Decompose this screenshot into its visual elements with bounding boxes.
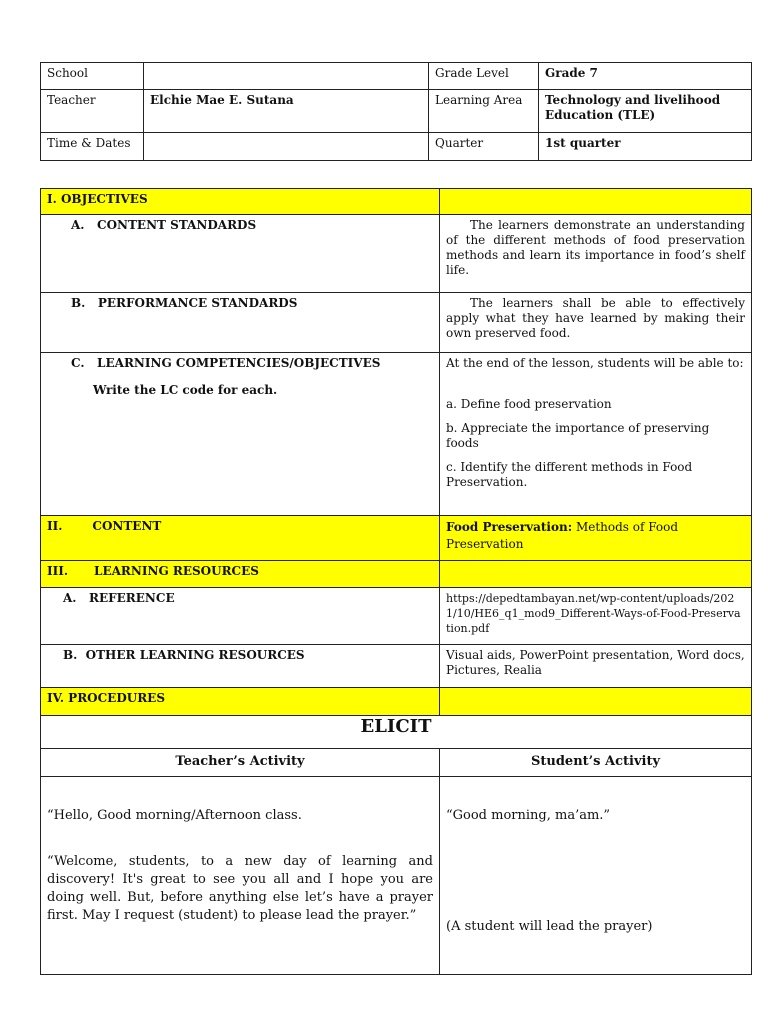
content-section: [41, 516, 440, 561]
grade-level-label: Grade Level: [429, 63, 539, 90]
teacher-value: Elchie Mae E. Sutana: [144, 90, 429, 133]
time-dates-value: [144, 133, 429, 161]
objectives-title-value: [440, 189, 752, 215]
content-standards-text: The learners demonstrate an understanding of the different methods of food preservation methods and learn its importance in food’s shelf life.: [440, 215, 752, 293]
procedures-title-value: [440, 688, 752, 716]
content-value-rest: Methods of Food Preservation: [446, 520, 679, 551]
resources-label: LEARNING RESOURCES: [94, 564, 259, 578]
competency-item: a. Define food preservation: [446, 397, 612, 411]
competency-item: c. Identify the different methods in Food Preservation.: [446, 460, 693, 489]
school-label: School: [41, 63, 144, 90]
content-number: II.: [47, 519, 63, 533]
competencies-label: C. LEARNING COMPETENCIES/OBJECTIVES: [71, 356, 381, 370]
student-activity-cell: [440, 777, 752, 975]
competencies-cell: [41, 353, 440, 516]
learning-area-value: Technology and livelihood Education (TLE): [539, 90, 752, 133]
teacher-greeting: “Hello, Good morning/Afternoon class.: [47, 808, 302, 823]
resources-section: [41, 561, 440, 588]
other-resources-value: Visual aids, PowerPoint presentation, Word docs, Pictures, Realia: [440, 645, 752, 688]
competencies-objectives: [440, 353, 752, 516]
teacher-label: Teacher: [41, 90, 144, 133]
content-label: CONTENT: [92, 519, 162, 533]
other-resources-label: B. OTHER LEARNING RESOURCES: [41, 645, 440, 688]
performance-standards-text: The learners shall be able to effectively apply what they have learned by making their own preserved food.: [440, 293, 752, 353]
reference-label: A. REFERENCE: [41, 588, 440, 645]
time-dates-label: Time & Dates: [41, 133, 144, 161]
teacher-activity-heading: Teacher’s Activity: [41, 749, 440, 777]
resources-section-value: [440, 561, 752, 588]
quarter-label: Quarter: [429, 133, 539, 161]
grade-level-value: Grade 7: [539, 63, 752, 90]
reference-value: https://depedtambayan.net/wp-content/uploads/2021/10/HE6_q1_mod9_Different-Ways-of-Food-Preservation.pdf: [440, 588, 752, 645]
performance-standards-label: B. PERFORMANCE STANDARDS: [41, 293, 440, 353]
content-value-bold: Food Preservation:: [446, 520, 573, 534]
teacher-welcome: “Welcome, students, to a new day of learning and discovery! It's great to see you all and I hope you are doing well. But, before anything else let’s have a prayer first. May I request (student) to please lead the prayer.”: [47, 854, 433, 923]
teacher-activity-cell: [41, 777, 440, 975]
student-greeting: “Good morning, ma’am.”: [446, 808, 611, 823]
procedures-title: IV. PROCEDURES: [41, 688, 440, 716]
competencies-note: Write the LC code for each.: [93, 383, 278, 397]
content-standards-label: A. CONTENT STANDARDS: [41, 215, 440, 293]
quarter-value: 1st quarter: [539, 133, 752, 161]
content-value: [440, 516, 752, 561]
header-table: [40, 62, 752, 161]
competency-item: b. Appreciate the importance of preserving foods: [446, 421, 710, 450]
competencies-intro: At the end of the lesson, students will be able to:: [446, 356, 744, 370]
student-prayer: (A student will lead the prayer): [446, 919, 653, 934]
learning-area-label: Learning Area: [429, 90, 539, 133]
student-activity-heading: Student’s Activity: [440, 749, 752, 777]
elicit-heading: ELICIT: [41, 716, 752, 749]
lesson-plan-table: [40, 188, 752, 975]
objectives-title: I. OBJECTIVES: [41, 189, 440, 215]
school-value: [144, 63, 429, 90]
resources-number: III.: [47, 564, 69, 578]
